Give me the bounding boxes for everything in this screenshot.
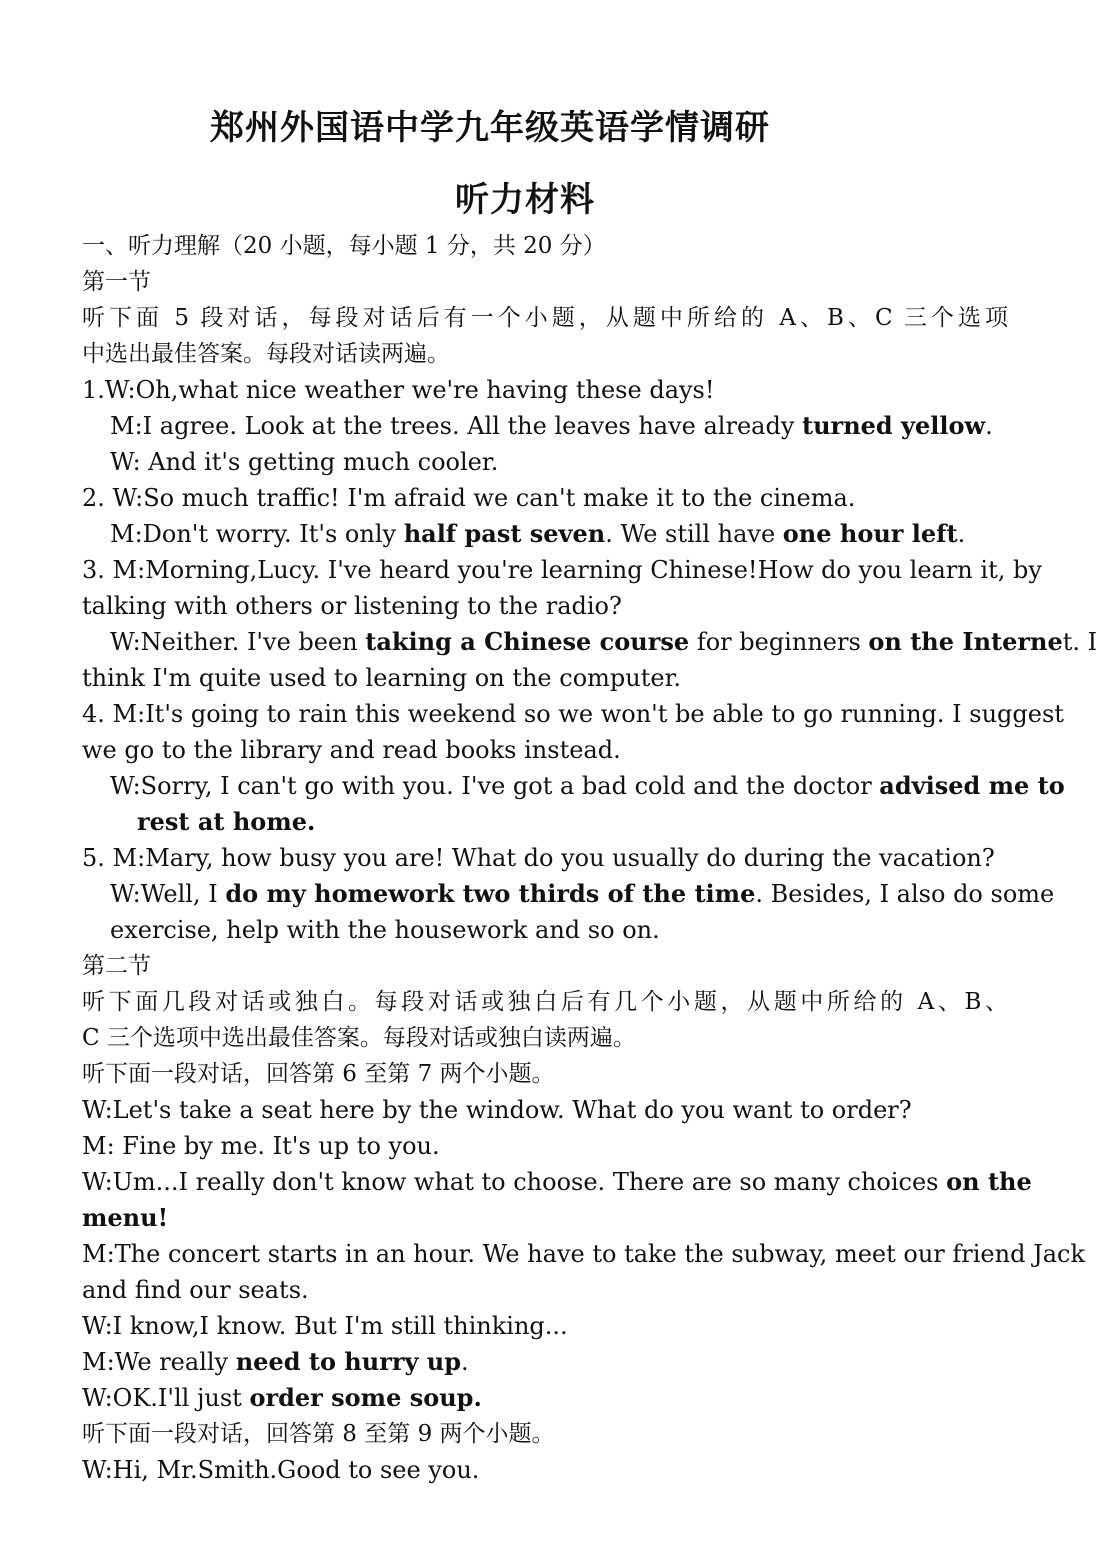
key-phrase: half past seven xyxy=(403,519,606,548)
key-phrase: turned yellow xyxy=(802,411,986,440)
dialogue-line: W:OK.I'll just order some soup. xyxy=(82,1383,482,1412)
dialogue-line: 3. M:Morning,Lucy. I've heard you're learning Chinese!How do you learn it, by xyxy=(82,556,1042,584)
dialogue-line: W:Hi, Mr.Smith.Good to see you. xyxy=(82,1456,480,1484)
dialogue-line: W:Sorry, I can't go with you. I've got a bad cold and the doctor advised me to xyxy=(110,771,1065,800)
dialogue-line xyxy=(82,804,1008,840)
dialogue-line: 4. M:It's going to rain this weekend so we won't be able to go running. I suggest xyxy=(82,700,1064,728)
dialogue-line: we go to the library and read books instead. xyxy=(82,736,621,764)
dialogue-line: M:I agree. Look at the trees. All the leaves have already turned yellow. xyxy=(110,411,993,440)
key-phrase: advised me to xyxy=(879,771,1065,800)
dialogue-line: talking with others or listening to the radio? xyxy=(82,592,622,620)
dialogue-line: W:I know,I know. But I'm still thinking... xyxy=(82,1312,568,1340)
key-phrase: menu! xyxy=(82,1203,169,1232)
dialogue-line: 5. M:Mary, how busy you are! What do you usually do during the vacation? xyxy=(82,844,995,872)
dialogue-line: 2. W:So much traffic! I'm afraid we can't make it to the cinema. xyxy=(82,484,856,512)
key-phrase: one hour left xyxy=(782,519,958,548)
document-title: 郑州外国语中学九年级英语学情调研 xyxy=(210,108,770,148)
dialogue-line: and find our seats. xyxy=(82,1276,309,1304)
instruction-line: 听下面几段对话或独白。每段对话或独白后有几个小题，从题中所给的 A、B、 xyxy=(82,989,1008,1015)
part-heading: 第二节 xyxy=(82,953,151,979)
key-phrase: need to hurry up xyxy=(235,1347,462,1376)
dialogue-line: M: Fine by me. It's up to you. xyxy=(82,1132,440,1160)
dialogue-line: W:Neither. I've been taking a Chinese course for beginners on the Internet. I xyxy=(110,627,1097,656)
part-heading: 第一节 xyxy=(82,269,151,295)
instruction-line: 听下面一段对话，回答第 8 至第 9 两个小题。 xyxy=(82,1421,555,1447)
listening-material-body xyxy=(82,228,1097,1488)
dialogue-line: M:Don't worry. It's only half past seven. We still have one hour left. xyxy=(110,519,966,548)
key-phrase: on the Interne xyxy=(868,627,1063,656)
dialogue-line xyxy=(82,1200,1008,1236)
dialogue-line: M:We really need to hurry up. xyxy=(82,1347,469,1376)
key-phrase: on the xyxy=(946,1167,1032,1196)
dialogue-line: exercise, help with the housework and so on. xyxy=(110,916,660,944)
dialogue-line: 1.W:Oh,what nice weather we're having these days! xyxy=(82,376,715,404)
key-phrase: order some soup. xyxy=(249,1383,482,1412)
key-phrase: do my homework two thirds of the time xyxy=(225,879,756,908)
key-phrase: taking a Chinese course xyxy=(365,627,690,656)
instruction-line: 中选出最佳答案。每段对话读两遍。 xyxy=(82,341,450,367)
dialogue-line: M:The concert starts in an hour. We have to take the subway, meet our friend Jack xyxy=(82,1240,1085,1268)
key-phrase: rest at home. xyxy=(137,807,316,836)
dialogue-line: W: And it's getting much cooler. xyxy=(110,448,499,476)
dialogue-line: think I'm quite used to learning on the computer. xyxy=(82,664,682,692)
dialogue-line: W:Well, I do my homework two thirds of the time. Besides, I also do some xyxy=(110,879,1055,908)
dialogue-line: W:Um...I really don't know what to choose. There are so many choices on the xyxy=(82,1167,1032,1196)
instruction-line: 听下面一段对话，回答第 6 至第 7 两个小题。 xyxy=(82,1061,555,1087)
section-heading: 一、听力理解（20 小题，每小题 1 分，共 20 分） xyxy=(82,233,606,259)
dialogue-line: W:Let's take a seat here by the window. What do you want to order? xyxy=(82,1096,912,1124)
instruction-line: 听下面 5 段对话，每段对话后有一个小题，从题中所给的 A、B、C 三个选项 xyxy=(82,305,1008,331)
instruction-line: C 三个选项中选出最佳答案。每段对话或独白读两遍。 xyxy=(82,1025,636,1051)
document-subtitle: 听力材料 xyxy=(455,180,595,220)
